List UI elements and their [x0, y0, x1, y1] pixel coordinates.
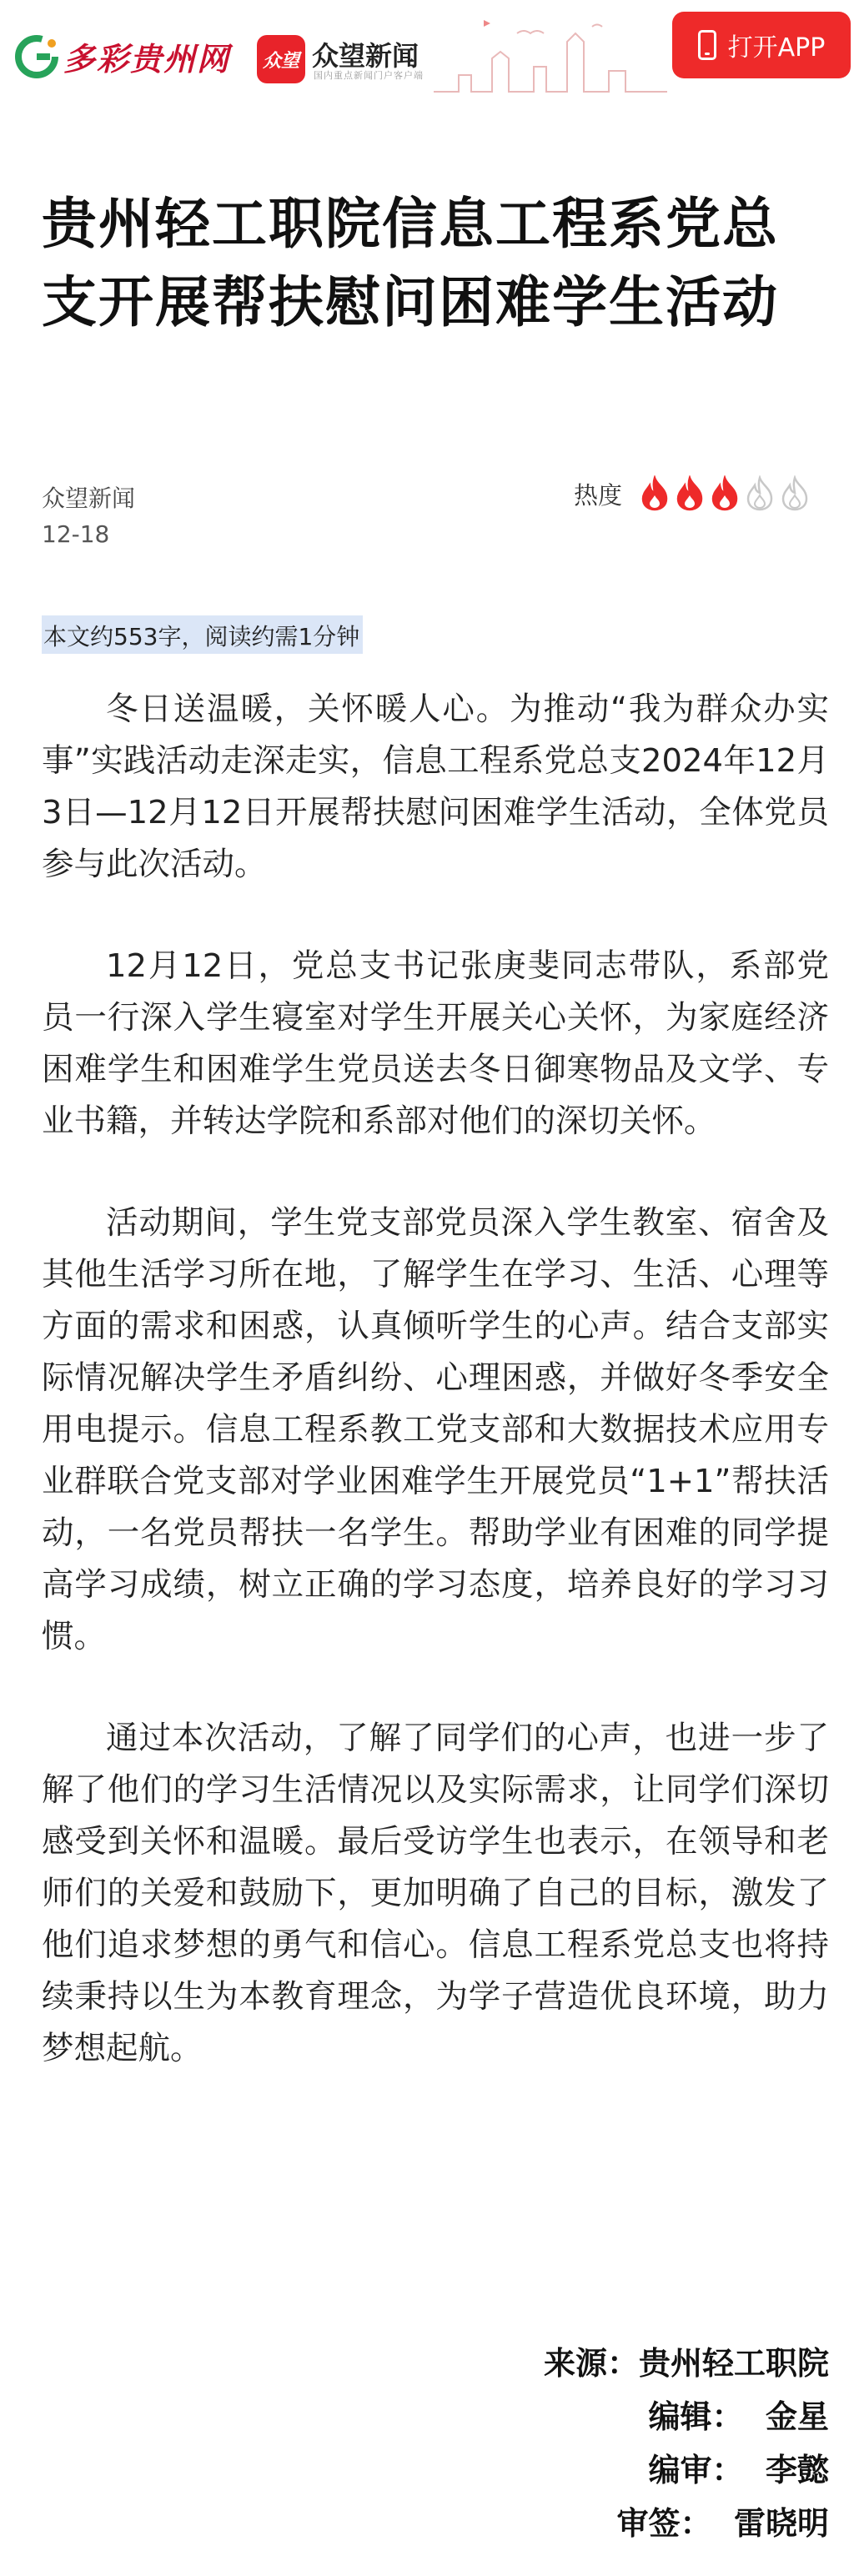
- heat-rating: [574, 475, 811, 512]
- flame-filled-icon: [639, 475, 671, 512]
- credit-source: 来源：贵州轻工职院: [543, 2345, 829, 2382]
- brand-name: 多彩贵州网: [63, 40, 231, 78]
- open-app-button[interactable]: [672, 12, 851, 78]
- partner-name: 众望新闻: [312, 40, 419, 72]
- credit-editor: 编辑： 金星: [648, 2398, 829, 2435]
- app-header: [0, 0, 854, 108]
- article-paragraph: 通过本次活动，了解了同学们的心声，也进一步了解了他们的学习生活情况以及实际需求，让同学们深切感受到关怀和温暖。最后受访学生也表示，在领导和老师们的关爱和鼓励下，更加明确了自己的目标，激发了他们追求梦想的勇气和信心。信息工程系党总支也将持续秉持以生为本教育理念，为学子营造优良环境，助力梦想起航。: [42, 1720, 829, 2067]
- flame-empty-icon: [744, 475, 776, 512]
- skyline-decoration-icon: [434, 8, 667, 100]
- heat-label: 热度: [574, 480, 623, 510]
- article-paragraph: 活动期间，学生党支部党员深入学生教室、宿舍及其他生活学习所在地，了解学生在学习、生活、心理等方面的需求和困惑，认真倾听学生的心声。结合支部实际情况解决学生矛盾纠纷、心理困惑，并做好冬季安全用电提示。信息工程系教工党支部和大数据技术应用专业群联合党支部对学业困难学生开展党员“1+1”帮扶活动，一名党员帮扶一名学生。帮助学业有困难的同学提高学习成绩，树立正确的学习态度，培养良好的学习习惯。: [42, 1204, 829, 1655]
- partner-tagline: 国内重点新闻门户客户端: [314, 70, 424, 81]
- heat-flames: [639, 475, 811, 512]
- article-source[interactable]: 众望新闻: [42, 485, 136, 512]
- brand-logo-icon: [13, 33, 60, 80]
- open-app-label: 打开APP: [727, 33, 826, 63]
- credit-reviewer: 编审： 李懿: [648, 2452, 829, 2488]
- credit-approver: 审签： 雷晓明: [616, 2505, 829, 2542]
- reading-info: 本文约553字，阅读约需1分钟: [42, 615, 363, 654]
- phone-icon: [698, 30, 716, 60]
- article-paragraph: 12月12日，党总支书记张庚斐同志带队，系部党员一行深入学生寝室对学生开展关心关怀，为家庭经济困难学生和困难学生党员送去冬日御寒物品及文学、专业书籍，并转达学院和系部对他们的深切关怀。: [42, 947, 829, 1140]
- article-paragraph: 冬日送温暖，关怀暖人心。为推动“我为群众办实事”实践活动走深走实，信息工程系党总支2024年12月3日—12月12日开展帮扶慰问困难学生活动，全体党员参与此次活动。: [42, 690, 829, 883]
- partner-logo-icon: 众望: [257, 35, 305, 83]
- flame-filled-icon: [674, 475, 706, 512]
- article-title: 贵州轻工职院信息工程系党总支开展帮扶慰问困难学生活动: [42, 192, 779, 334]
- flame-filled-icon: [709, 475, 741, 512]
- article-body: [42, 684, 829, 2125]
- article-date: 12-18: [42, 520, 110, 548]
- flame-empty-icon: [779, 475, 811, 512]
- article-credits: [544, 2337, 829, 2550]
